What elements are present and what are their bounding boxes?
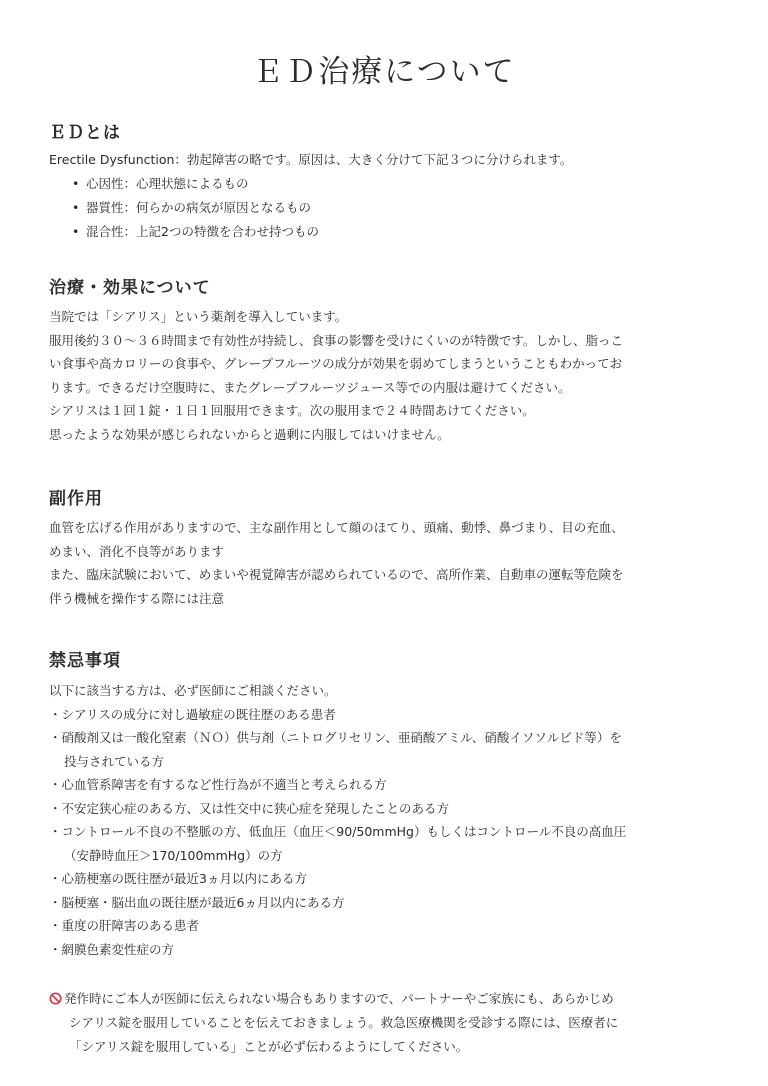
list-item: ・硝酸剤又は一酸化窒素（ＮＯ）供与剤（ニトログリセリン、亜硝酸アミル、硝酸イソソルビド等）を — [49, 730, 622, 745]
paragraph-line: シアリスは１回１錠・１日１回服用できます。次の服用まで２４時間あけてください。 — [49, 403, 535, 418]
note-line: シアリス錠を服用していることを伝えておきましょう。救急医療機関を受診する際には、医療者に — [69, 1015, 619, 1030]
list-item: • 心因性：心理状態によるもの — [72, 172, 319, 196]
ed-cause-list — [72, 172, 319, 244]
list-item: ・コントロール不良の不整脈の方、低血圧（血圧＜90/50mmHg）もしくはコントロール不良の高血圧 — [49, 824, 627, 839]
ed-intro-text: Erectile Dysfunction：勃起障害の略です。原因は、大きく分けて下記３つに分けられます。 — [49, 152, 573, 167]
list-item: ・シアリスの成分に対し過敏症の既往歴のある患者 — [49, 706, 336, 722]
paragraph-line: ります。できるだけ空腹時に、またグレープフルーツジュース等での内服は避けてください。 — [49, 379, 571, 395]
list-item: • 器質性：何らかの病気が原因となるもの — [72, 196, 319, 220]
list-item: ・心筋梗塞の既往歴が最近3ヵ月以内にある方 — [49, 871, 307, 886]
paragraph-line: 伴う機械を操作する際には注意 — [49, 590, 225, 606]
paragraph-line: 血管を広げる作用がありますので、主な副作用として顔のほてり、頭痛、動悸、鼻づまり、目の充血、 — [49, 520, 624, 535]
note-line: 「シアリス錠を服用している」ことが必ず伝わるようにしてください。 — [69, 1039, 469, 1054]
heading-treatment: 治療・効果について — [49, 278, 211, 298]
list-item: ・脳梗塞・脳出血の既往歴が最近6ヵ月以内にある方 — [49, 894, 345, 910]
list-item-continuation: 投与されている方 — [64, 753, 165, 769]
contraindications-intro: 以下に該当する方は、必ず医師にご相談ください。 — [49, 683, 337, 698]
list-item: ・重度の肝障害のある患者 — [49, 918, 200, 933]
note-line — [49, 987, 618, 1011]
paragraph-line: また、臨床試験において、めまいや視覚障害が認められているので、高所作業、自動車の運転等危険を — [49, 567, 624, 582]
treatment-body — [49, 305, 729, 446]
paragraph-line: 服用後約３０～３６時間まで有効性が持続し、食事の影響を受けにくいのが特徴です。しかし、脂っこ — [49, 332, 624, 348]
list-item: ・不安定狭心症のある方、又は性交中に狭心症を発現したことのある方 — [49, 800, 450, 816]
note-text: 発作時にご本人が医師に伝えられない場合もありますので、パートナーやご家族にも、あらかじめ — [64, 991, 614, 1006]
list-item: • 混合性：上記2つの特徴を合わせ持つもの — [72, 220, 319, 244]
contraindications-list — [49, 679, 626, 961]
page-title: ＥＤ治療について — [252, 54, 516, 90]
emergency-note — [49, 987, 618, 1059]
heading-ed: ＥＤとは — [49, 123, 121, 143]
list-item: ・心血管系障害を有するなど性行為が不適当と考えられる方 — [49, 777, 387, 792]
list-item: ・網膜色素変性症の方 — [49, 941, 175, 957]
heading-contraindications: 禁忌事項 — [49, 651, 121, 671]
heading-side-effects: 副作用 — [49, 489, 103, 509]
side-effects-body — [49, 516, 729, 610]
paragraph-line: い食事や高カロリーの食事や、グレープフルーツの成分が効果を弱めてしまうということもわかってお — [49, 356, 623, 371]
paragraph-line: めまい、消化不良等があります — [49, 543, 225, 559]
paragraph-line: 思ったような効果が感じられないからと過剰に内服してはいけません。 — [49, 426, 450, 442]
prohibited-icon — [49, 992, 62, 1005]
list-item-continuation: （安静時血圧＞170/100mmHg）の方 — [64, 847, 283, 863]
ed-intro — [49, 148, 729, 172]
paragraph-line: 当院では「シアリス」という薬剤を導入しています。 — [49, 309, 348, 324]
